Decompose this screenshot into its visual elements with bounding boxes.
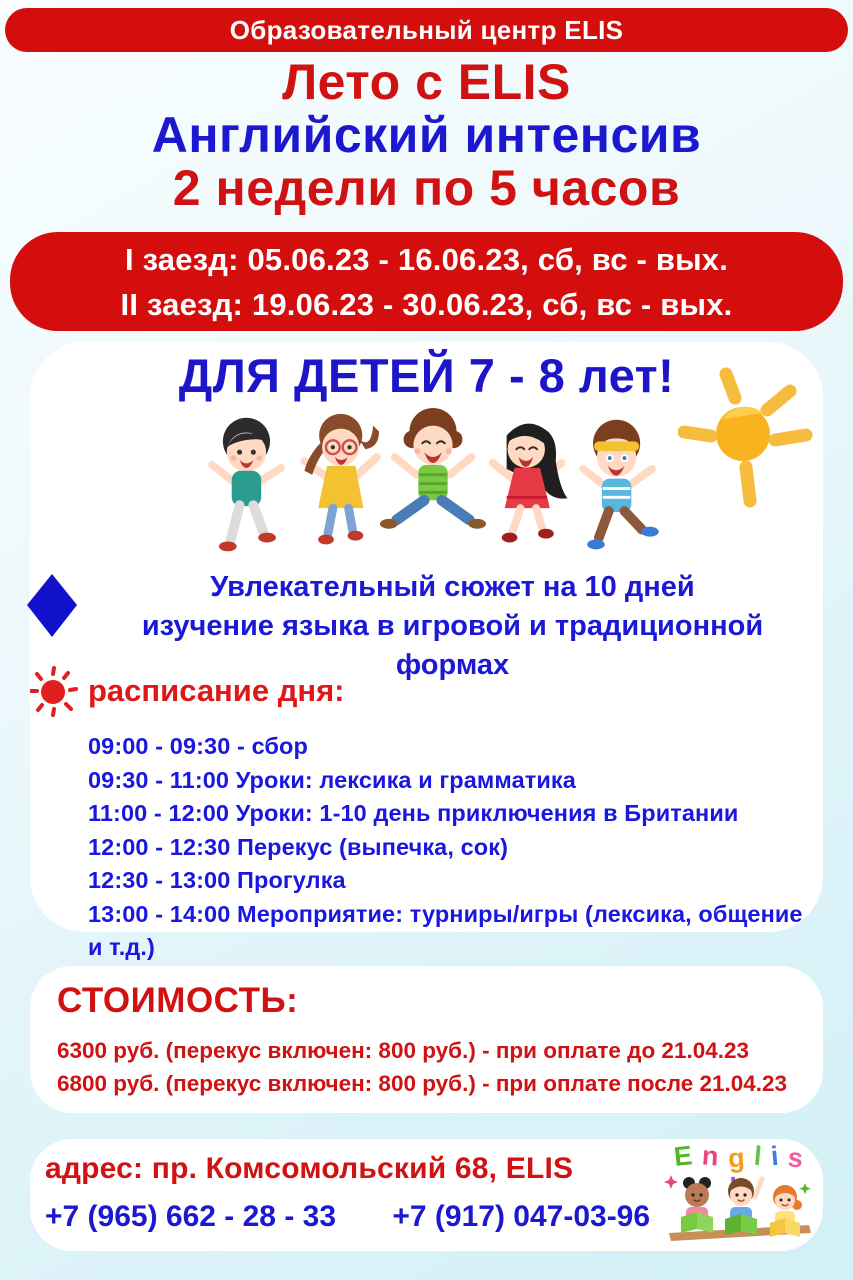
session-dates-box [10, 232, 843, 331]
main-card [30, 342, 823, 960]
title-line-2: Английский интенсив [151, 107, 702, 163]
logo-letter: g [726, 1142, 747, 1174]
price-option-early: 6300 руб. (перекус включен: 800 руб.) - при оплате до 21.04.23 [57, 1038, 750, 1063]
logo-letter: i [769, 1140, 781, 1172]
reading-children-icon [663, 1167, 815, 1249]
program-line-2: изучение языка в игровой и традиционной формах [141, 610, 764, 681]
logo-letter: E [672, 1140, 695, 1172]
schedule-item: 09:30 - 11:00 Уроки: лексика и грамматика [88, 766, 576, 793]
schedule-item: 12:30 - 13:00 Прогулка [88, 867, 346, 893]
schedule-heading-row [30, 665, 345, 717]
title-block [0, 56, 853, 215]
english-logo [663, 1141, 815, 1249]
phone-number-1: +7 (965) 662 - 28 - 33 [45, 1200, 337, 1233]
daily-schedule [88, 730, 813, 965]
schedule-item: 11:00 - 12:00 Уроки: 1-10 день приключения в Британии [88, 800, 739, 826]
schedule-item: 09:00 - 09:30 - сбор [88, 733, 308, 759]
red-sun-bullet-icon [30, 665, 78, 717]
footer-card [30, 1139, 823, 1251]
sun-icon [678, 364, 813, 509]
logo-letter: n [700, 1140, 721, 1172]
price-option-late: 6800 руб. (перекус включен: 800 руб.) - при оплате после 21.04.23 [57, 1071, 788, 1096]
logo-letter: l [752, 1140, 764, 1172]
title-line-3: 2 недели по 5 часов [172, 160, 681, 216]
pricing-card [30, 966, 823, 1113]
jumping-children-illustration [198, 406, 668, 568]
header-banner [5, 8, 848, 52]
session-1-dates: I заезд: 05.06.23 - 16.06.23, сб, вс - вых. [124, 241, 729, 277]
schedule-heading: расписание дня: [88, 673, 345, 708]
schedule-item: 12:00 - 12:30 Перекус (выпечка, сок) [88, 833, 509, 860]
pricing-lines [57, 1034, 813, 1100]
schedule-item: 13:00 - 14:00 Мероприятие: турниры/игры (лексика, общение и т.д.) [88, 900, 803, 960]
program-line-1: Увлекательный сюжет на 10 дней [210, 571, 695, 603]
pricing-heading: СТОИМОСТЬ: [57, 981, 299, 1020]
phone-numbers [45, 1200, 650, 1234]
age-heading: ДЛЯ ДЕТЕЙ 7 - 8 лет! [178, 349, 675, 402]
phone-number-2: +7 (917) 047-03-96 [392, 1200, 651, 1233]
title-line-1: Лето с ELIS [282, 54, 571, 110]
session-2-dates: II заезд: 19.06.23 - 30.06.23, сб, вс - вых. [120, 286, 733, 322]
center-name: Образовательный центр ELIS [229, 14, 624, 45]
address-text: адрес: пр. Комсомольский 68, ELIS [45, 1152, 574, 1185]
logo-letter: s [786, 1142, 805, 1174]
